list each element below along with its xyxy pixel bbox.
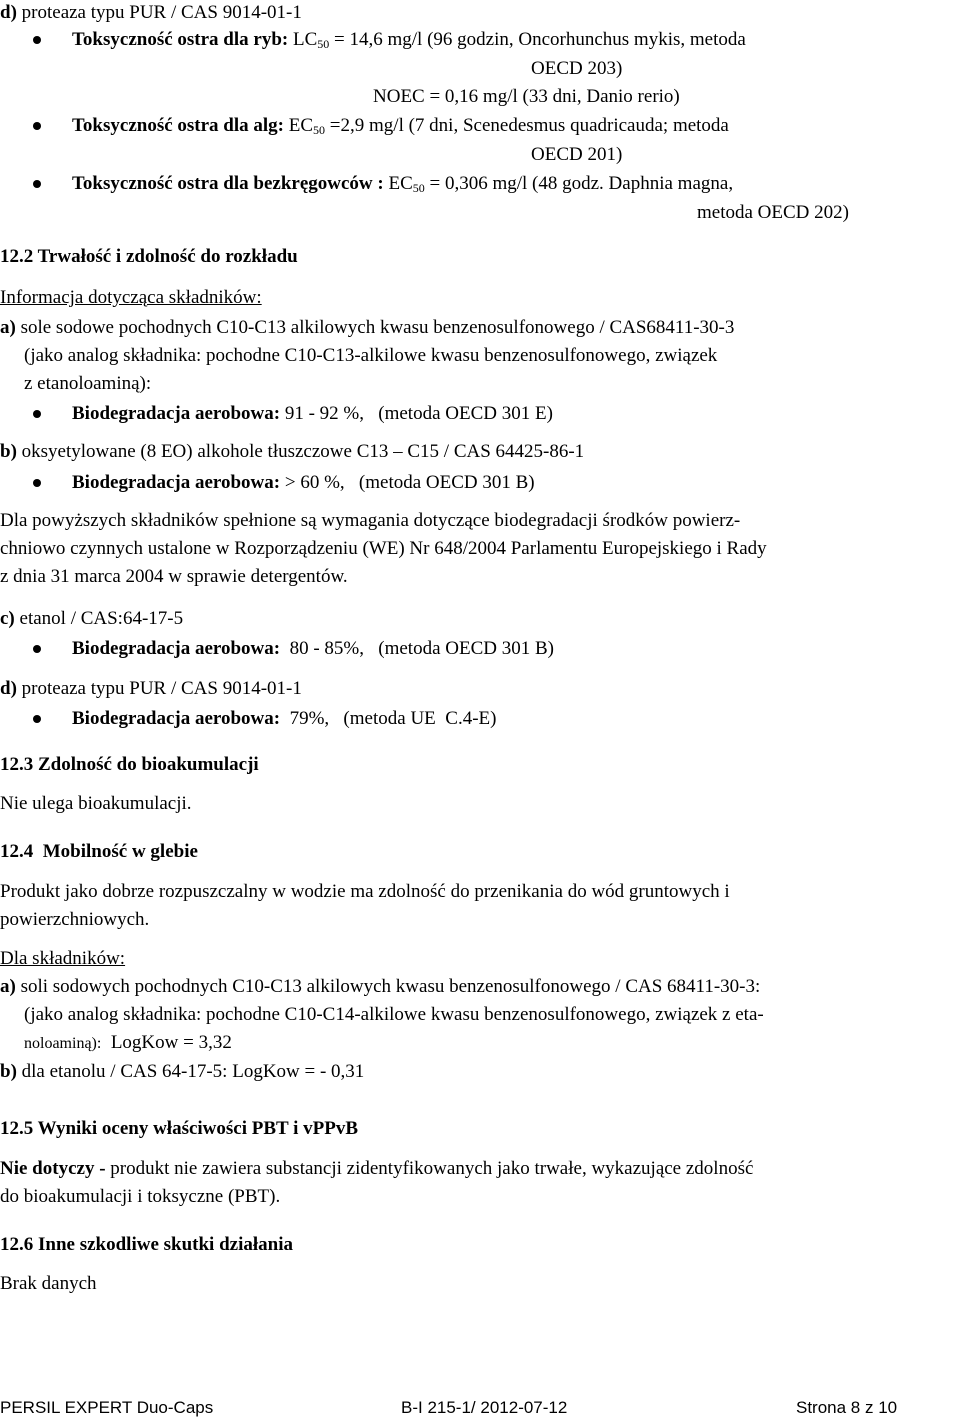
item-letter: a) xyxy=(0,976,16,997)
bullet-label: Biodegradacja aerobowa: xyxy=(72,708,281,729)
info-label: Informacja dotycząca składników: xyxy=(0,287,262,308)
item-line: (jako analog składnika: pochodne C10-C13-alkilowe kwasu benzenosulfonowego, związek xyxy=(24,345,718,366)
item-a xyxy=(0,976,760,998)
bullet-label: Biodegradacja aerobowa: xyxy=(72,472,281,493)
bullet-rest: 80 - 85%, (metoda OECD 301 B) xyxy=(280,638,554,659)
bullet-line xyxy=(72,173,733,195)
bullet-rest: = 14,6 mg/l (96 godzin, Oncorhunchus mykis, metoda xyxy=(329,29,746,50)
item-letter: b) xyxy=(0,441,17,462)
item-text: proteaza typu PUR / CAS 9014-01-1 xyxy=(16,678,302,699)
subscript: 50 xyxy=(317,37,330,51)
lead-text: Nie dotyczy - xyxy=(0,1158,106,1179)
bullet-icon xyxy=(33,715,41,723)
section-title-12-4: 12.4 Mobilność w glebie xyxy=(0,841,198,862)
bullet-pre: LC xyxy=(292,29,318,50)
item-line xyxy=(24,1032,232,1055)
item-line: z etanoloaminą): xyxy=(24,373,152,394)
item-letter: d) xyxy=(0,678,17,699)
bullet-rest: 91 - 92 %, (metoda OECD 301 E) xyxy=(280,403,553,424)
bullet-icon xyxy=(33,122,41,130)
bullet-rest: = 0,306 mg/l (48 godz. Daphnia magna, xyxy=(424,173,734,194)
bullet-label: Toksyczność ostra dla alg: xyxy=(72,115,285,136)
continuation-line: OECD 201) xyxy=(531,144,623,165)
bullet-line xyxy=(72,115,729,137)
bullet-icon xyxy=(33,36,41,44)
bullet-rest: 79%, (metoda UE C.4-E) xyxy=(280,708,497,729)
item-text: LogKow = 3,32 xyxy=(101,1032,232,1053)
section-heading-d-top xyxy=(0,2,302,24)
item-text: dla etanolu / CAS 64-17-5: LogKow = - 0,31 xyxy=(16,1061,365,1082)
paragraph-line: powierzchniowych. xyxy=(0,909,150,930)
bullet-line xyxy=(72,29,746,51)
item-letter: b) xyxy=(0,1061,17,1082)
footer-page: Strona 8 z 10 xyxy=(796,1398,898,1417)
bullet-icon xyxy=(33,410,41,418)
paragraph-text: produkt nie zawiera substancji zidentyfikowanych jako trwałe, wykazujące zdolność xyxy=(105,1158,754,1179)
item-small-text: noloaminą): xyxy=(24,1035,102,1052)
bullet-icon xyxy=(33,180,41,188)
bullet-icon xyxy=(33,479,41,487)
item-text: sole sodowe pochodnych C10-C13 alkilowych kwasu benzenosulfonowego / CAS68411-30-3 xyxy=(15,317,735,338)
bullet-pre: EC xyxy=(388,173,413,194)
section-text: Brak danych xyxy=(0,1273,97,1294)
subscript: 50 xyxy=(412,181,425,195)
bullet-line xyxy=(72,472,535,494)
item-b xyxy=(0,1061,364,1083)
paragraph-line: z dnia 31 marca 2004 w sprawie detergentów. xyxy=(0,566,348,587)
bullet-rest: > 60 %, (metoda OECD 301 B) xyxy=(280,472,535,493)
item-text: soli sodowych pochodnych C10-C13 alkilowych kwasu benzenosulfonowego / CAS 68411-30-3: xyxy=(15,976,761,997)
item-text: etanol / CAS:64-17-5 xyxy=(14,608,184,629)
item-letter: c) xyxy=(0,608,15,629)
bullet-line xyxy=(72,403,553,425)
paragraph-line: Produkt jako dobrze rozpuszczalny w wodzie ma zdolność do przenikania do wód gruntowych i xyxy=(0,881,730,902)
footer-doc-id: B-I 215-1/ 2012-07-12 xyxy=(401,1398,568,1417)
subscript: 50 xyxy=(313,123,326,137)
continuation-line: metoda OECD 202) xyxy=(697,202,849,223)
item-line: (jako analog składnika: pochodne C10-C14-alkilowe kwasu benzenosulfonowego, związek z eta- xyxy=(24,1004,764,1025)
paragraph-line xyxy=(0,1158,753,1180)
section-title-12-6: 12.6 Inne szkodliwe skutki działania xyxy=(0,1234,293,1255)
item-text: oksyetylowane (8 EO) alkohole tłuszczowe C13 – C15 / CAS 64425-86-1 xyxy=(16,441,585,462)
bullet-label: Biodegradacja aerobowa: xyxy=(72,403,281,424)
continuation-line: NOEC = 0,16 mg/l (33 dni, Danio rerio) xyxy=(373,86,680,107)
item-a xyxy=(0,317,734,339)
bullet-rest: =2,9 mg/l (7 dni, Scenedesmus quadricauda; metoda xyxy=(325,115,729,136)
bullet-icon xyxy=(33,645,41,653)
heading-visible: proteaza typu PUR / CAS 9014-01-1 xyxy=(16,2,302,23)
footer-product: PERSIL EXPERT Duo-Caps xyxy=(0,1398,214,1417)
paragraph-line: do bioakumulacji i toksyczne (PBT). xyxy=(0,1186,281,1207)
bullet-label: Biodegradacja aerobowa: xyxy=(72,638,281,659)
item-b xyxy=(0,441,584,463)
section-text: Nie ulega bioakumulacji. xyxy=(0,793,192,814)
paragraph-line: Dla powyższych składników spełnione są wymagania dotyczące biodegradacji środków powierz- xyxy=(0,510,741,531)
section-title-12-2: 12.2 Trwałość i zdolność do rozkładu xyxy=(0,246,298,267)
item-c xyxy=(0,608,183,630)
bullet-pre: EC xyxy=(288,115,314,136)
section-title-12-5: 12.5 Wyniki oceny właściwości PBT i vPPvB xyxy=(0,1118,359,1139)
bullet-label: Toksyczność ostra dla bezkręgowców : xyxy=(72,173,384,194)
info-label: Dla składników: xyxy=(0,948,126,969)
section-title-12-3: 12.3 Zdolność do bioakumulacji xyxy=(0,754,259,775)
bullet-line xyxy=(72,638,554,660)
item-d xyxy=(0,678,302,700)
bullet-label: Toksyczność ostra dla ryb: xyxy=(72,29,289,50)
continuation-line: OECD 203) xyxy=(531,58,623,79)
bullet-line xyxy=(72,708,496,730)
letter: d) xyxy=(0,2,17,23)
paragraph-line: chniowo czynnych ustalone w Rozporządzeniu (WE) Nr 648/2004 Parlamentu Europejskiego i Rady xyxy=(0,538,767,559)
item-letter: a) xyxy=(0,317,16,338)
